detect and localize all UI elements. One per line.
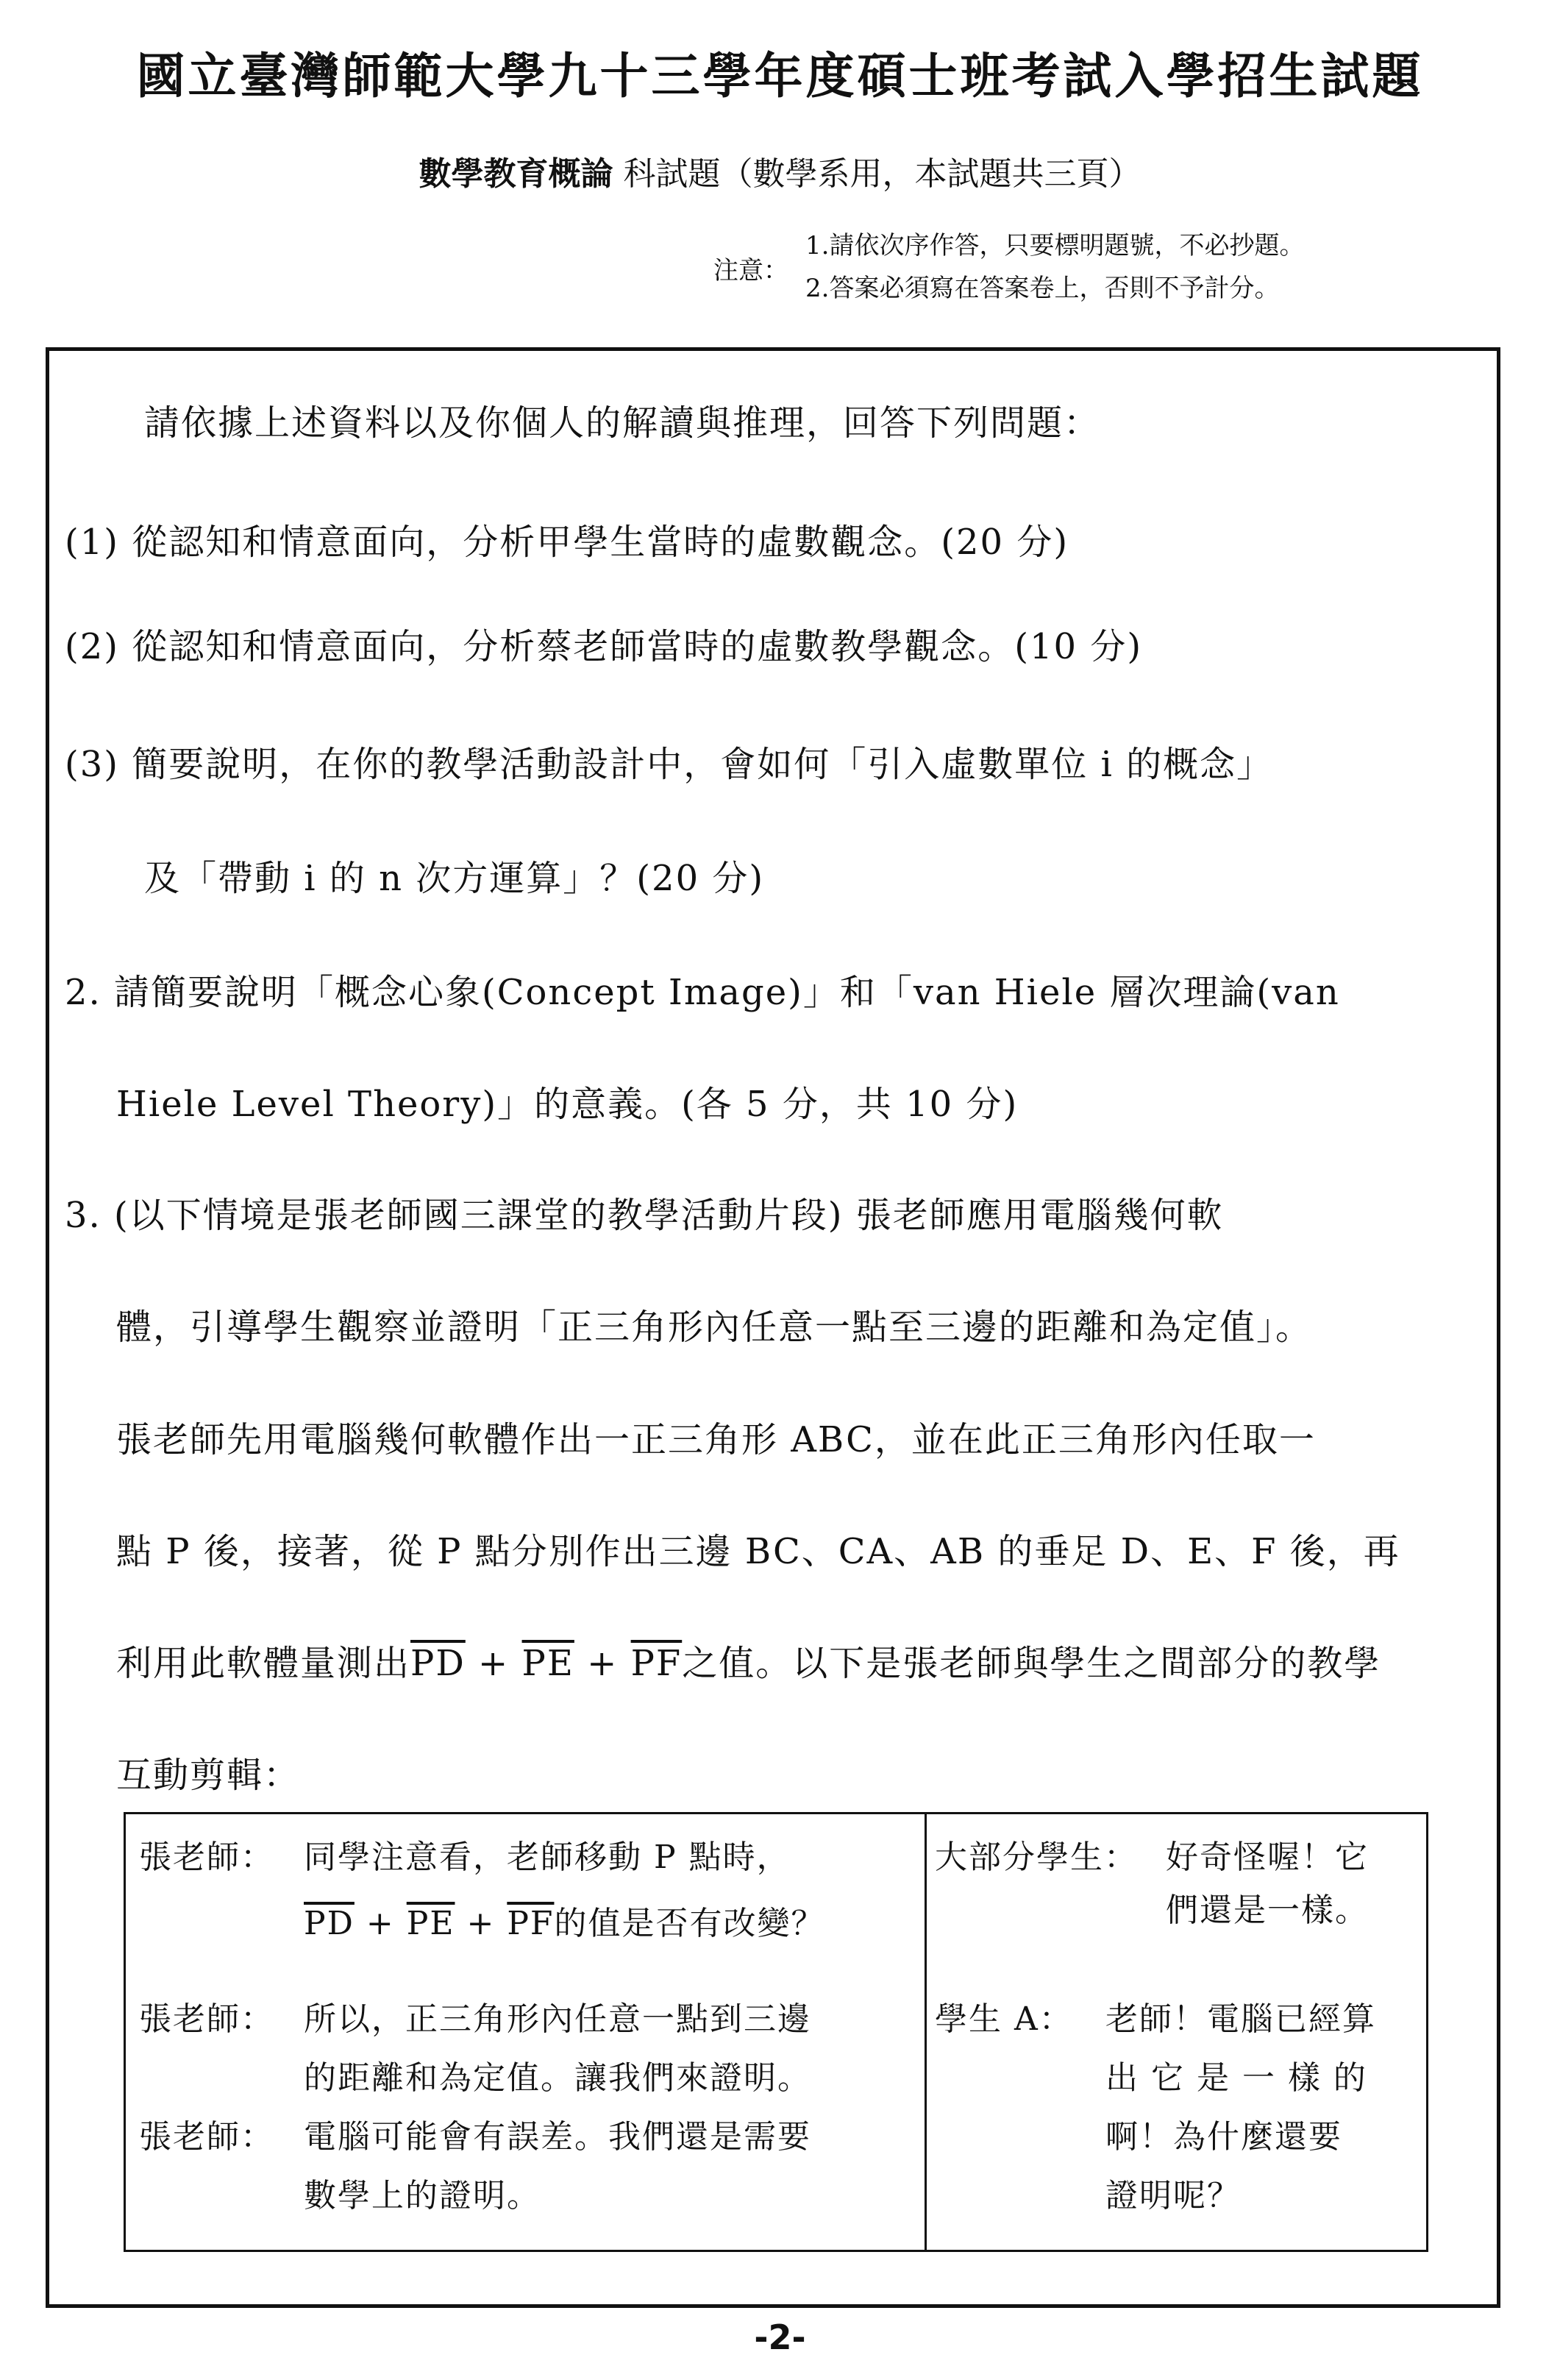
problem-3-line2: 體，引導學生觀察並證明「正三角形內任意一點至三邊的距離和為定值」。 xyxy=(116,1307,1313,1348)
problem-3-line5-post: 之值。以下是張老師與學生之間部分的教學 xyxy=(682,1643,1381,1684)
notes-label: 注意： xyxy=(713,256,788,285)
problem-2-line1: 2. 請簡要說明「概念心象(Concept Image)」和「van Hiele 層次理論(van xyxy=(65,972,1340,1013)
segment-pf: $\overline{PF}$ xyxy=(630,1643,683,1684)
student-a-line: 啊！為什麼還要 xyxy=(1105,2118,1342,2156)
plus-sign: + xyxy=(455,1905,507,1942)
exam-subtitle xyxy=(0,147,1560,194)
problem-3-line3: 張老師先用電腦幾何軟體作出一正三角形 ABC，並在此正三角形內任取一 xyxy=(116,1419,1316,1460)
teacher-speaker: 張老師： xyxy=(139,1839,274,1876)
students-line: 們還是一樣。 xyxy=(1166,1891,1369,1929)
students-line: 好奇怪喔！它 xyxy=(1166,1839,1369,1876)
question-1: (1) 從認知和情意面向，分析甲學生當時的虛數觀念。(20 分) xyxy=(65,522,1069,563)
question-3-line1: (3) 簡要說明，在你的教學活動設計中，會如何「引入虛數單位 i 的概念」 xyxy=(65,744,1274,785)
segment-pe: $\overline{PE}$ xyxy=(521,1643,574,1684)
notes-block xyxy=(713,224,1304,310)
problem-3-line5-pre: 利用此軟體量測出 xyxy=(116,1643,411,1684)
student-a-line: 出 它 是 一 樣 的 xyxy=(1105,2059,1367,2097)
segment-pd: $\overline{PD}$ xyxy=(410,1643,466,1684)
note-item: 1.請依次序作答，只要標明題號，不必抄題。 xyxy=(805,231,1305,260)
question-3-line2: 及「帶動 i 的 n 次方運算」？(20 分) xyxy=(144,858,765,899)
question-2: (2) 從認知和情意面向，分析蔡老師當時的虛數教學觀念。(10 分) xyxy=(65,626,1143,667)
subject-name: 數學教育概論 xyxy=(419,155,613,193)
teacher-line: 同學注意看，老師移動 P 點時， xyxy=(304,1839,791,1876)
exam-title: 國立臺灣師範大學九十三學年度碩士班考試入學招生試題 xyxy=(136,47,1424,104)
problem-2-line2: Hiele Level Theory)」的意義。(各 5 分，共 10 分) xyxy=(116,1084,1019,1125)
teacher-speaker: 張老師： xyxy=(139,2118,274,2156)
teacher-line: 所以，正三角形內任意一點到三邊 xyxy=(304,2000,811,2038)
note-item: 2.答案必須寫在答案卷上，否則不予計分。 xyxy=(805,274,1280,303)
dialog-divider xyxy=(925,1814,927,2250)
student-a-line: 老師！電腦已經算 xyxy=(1105,2000,1376,2038)
student-a-line: 證明呢？ xyxy=(1105,2177,1241,2214)
student-a-speaker: 學生 A： xyxy=(935,2000,1073,2038)
problem-3-line4: 點 P 後，接著，從 P 點分別作出三邊 BC、CA、AB 的垂足 D、E、F 後，再 xyxy=(116,1531,1400,1572)
problem-3-line1: 3. (以下情境是張老師國三課堂的教學活動片段) 張老師應用電腦幾何軟 xyxy=(65,1195,1224,1236)
segment-pf: $\overline{PF}$ xyxy=(507,1905,555,1942)
segment-pe: $\overline{PE}$ xyxy=(406,1905,455,1942)
page-number: -2- xyxy=(754,2317,806,2357)
plus-sign: + xyxy=(574,1643,631,1684)
plus-sign: + xyxy=(465,1643,522,1684)
dialog-table xyxy=(124,1812,1428,2252)
intro-text: 請依據上述資料以及你個人的解讀與推理，回答下列問題： xyxy=(144,402,1101,444)
problem-3-line5 xyxy=(116,1635,1381,1685)
teacher-line: 的距離和為定值。讓我們來證明。 xyxy=(304,2059,811,2097)
students-speaker: 大部分學生： xyxy=(935,1839,1138,1876)
teacher-speaker: 張老師： xyxy=(139,2000,274,2038)
teacher-line xyxy=(304,1897,824,1944)
teacher-line: 電腦可能會有誤差。我們還是需要 xyxy=(304,2118,811,2156)
subtitle-rest: 科試題（數學系用，本試題共三頁） xyxy=(613,155,1141,193)
teacher-line-post: 的值是否有改變？ xyxy=(554,1905,825,1942)
problem-3-line6: 互動剪輯： xyxy=(116,1755,301,1796)
segment-pd: $\overline{PD}$ xyxy=(304,1905,355,1942)
plus-sign: + xyxy=(354,1905,407,1942)
teacher-line: 數學上的證明。 xyxy=(304,2177,541,2214)
